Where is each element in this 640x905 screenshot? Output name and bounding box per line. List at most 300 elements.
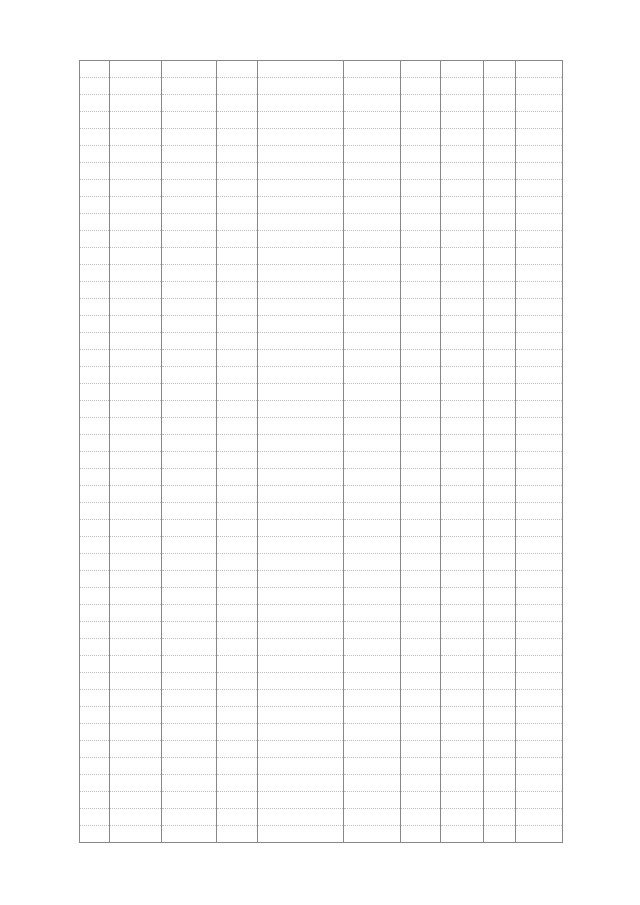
cadastral-number-cell [110, 520, 162, 537]
table-row [80, 554, 563, 571]
table-row [80, 775, 563, 792]
land-category-cell [258, 639, 344, 656]
land-category-cell [258, 401, 344, 418]
rate-cell [484, 350, 516, 367]
address-cell [217, 554, 258, 571]
empty-cell [441, 554, 484, 571]
rate-cell [484, 435, 516, 452]
empty-cell [441, 571, 484, 588]
row-number-cell [80, 537, 110, 554]
table-row [80, 741, 563, 758]
empty-cell [441, 792, 484, 809]
empty-cell [162, 146, 217, 163]
address-cell [217, 775, 258, 792]
address-cell [217, 129, 258, 146]
area-cell [401, 214, 441, 231]
rate-cell [484, 367, 516, 384]
table-row [80, 180, 563, 197]
cadastral-number-cell [110, 741, 162, 758]
rate-cell [484, 163, 516, 180]
empty-cell [162, 639, 217, 656]
area-cell [401, 622, 441, 639]
area-cell [401, 758, 441, 775]
address-cell [217, 707, 258, 724]
address-cell [217, 741, 258, 758]
empty-cell [441, 163, 484, 180]
area-cell [401, 231, 441, 248]
empty-cell [162, 333, 217, 350]
rate-cell [484, 537, 516, 554]
area-cell [401, 741, 441, 758]
empty-cell [441, 333, 484, 350]
rate-cell [484, 418, 516, 435]
row-number-cell [80, 741, 110, 758]
cadastral-number-cell [110, 724, 162, 741]
address-cell [217, 588, 258, 605]
empty-cell [441, 656, 484, 673]
rate-cell [484, 384, 516, 401]
address-cell [217, 299, 258, 316]
empty-cell [162, 367, 217, 384]
area-cell [401, 503, 441, 520]
use-type-cell [344, 401, 401, 418]
table-row [80, 826, 563, 843]
empty-cell [162, 265, 217, 282]
land-category-cell [258, 163, 344, 180]
rate-cell [484, 299, 516, 316]
cadastral-number-cell [110, 707, 162, 724]
address-cell [217, 265, 258, 282]
amount-cell [516, 741, 563, 758]
land-category-cell [258, 690, 344, 707]
rate-cell [484, 571, 516, 588]
row-number-cell [80, 673, 110, 690]
cadastral-number-cell [110, 486, 162, 503]
rate-cell [484, 639, 516, 656]
table-row [80, 367, 563, 384]
cadastral-number-cell [110, 690, 162, 707]
use-type-cell [344, 214, 401, 231]
use-type-cell [344, 537, 401, 554]
empty-cell [441, 367, 484, 384]
empty-cell [162, 724, 217, 741]
area-cell [401, 95, 441, 112]
empty-cell [441, 537, 484, 554]
table-row [80, 384, 563, 401]
cadastral-number-cell [110, 197, 162, 214]
use-type-cell [344, 758, 401, 775]
empty-cell [441, 418, 484, 435]
amount-cell [516, 809, 563, 826]
table-row [80, 435, 563, 452]
empty-cell [441, 486, 484, 503]
cadastral-number-cell [110, 758, 162, 775]
empty-cell [441, 588, 484, 605]
use-type-cell [344, 95, 401, 112]
empty-cell [162, 248, 217, 265]
amount-cell [516, 758, 563, 775]
use-type-cell [344, 180, 401, 197]
address-cell [217, 214, 258, 231]
cadastral-number-cell [110, 248, 162, 265]
rate-cell [484, 622, 516, 639]
rate-cell [484, 486, 516, 503]
land-category-cell [258, 452, 344, 469]
empty-cell [162, 435, 217, 452]
row-number-cell [80, 571, 110, 588]
row-number-cell [80, 809, 110, 826]
land-category-cell [258, 367, 344, 384]
area-cell [401, 452, 441, 469]
address-cell [217, 809, 258, 826]
amount-cell [516, 129, 563, 146]
empty-cell [162, 758, 217, 775]
area-cell [401, 180, 441, 197]
empty-cell [441, 809, 484, 826]
address-cell [217, 282, 258, 299]
area-cell [401, 333, 441, 350]
empty-cell [441, 826, 484, 843]
row-number-cell [80, 503, 110, 520]
table-row [80, 452, 563, 469]
cadastral-number-cell [110, 214, 162, 231]
address-cell [217, 826, 258, 843]
area-cell [401, 605, 441, 622]
rate-cell [484, 95, 516, 112]
land-category-cell [258, 333, 344, 350]
empty-cell [441, 265, 484, 282]
use-type-cell [344, 418, 401, 435]
table-row [80, 197, 563, 214]
empty-cell [441, 299, 484, 316]
use-type-cell [344, 129, 401, 146]
empty-cell [441, 503, 484, 520]
table-row [80, 350, 563, 367]
area-cell [401, 418, 441, 435]
amount-cell [516, 486, 563, 503]
address-cell [217, 724, 258, 741]
area-cell [401, 554, 441, 571]
address-cell [217, 503, 258, 520]
use-type-cell [344, 690, 401, 707]
amount-cell [516, 248, 563, 265]
cadastral-number-cell [110, 333, 162, 350]
area-cell [401, 537, 441, 554]
cadastral-number-cell [110, 265, 162, 282]
amount-cell [516, 724, 563, 741]
rate-cell [484, 673, 516, 690]
land-category-cell [258, 656, 344, 673]
row-number-cell [80, 214, 110, 231]
address-cell [217, 758, 258, 775]
row-number-cell [80, 146, 110, 163]
address-cell [217, 486, 258, 503]
land-category-cell [258, 622, 344, 639]
land-category-cell [258, 282, 344, 299]
rate-cell [484, 231, 516, 248]
address-cell [217, 163, 258, 180]
rate-cell [484, 401, 516, 418]
row-number-cell [80, 469, 110, 486]
row-number-cell [80, 316, 110, 333]
area-cell [401, 163, 441, 180]
row-number-cell [80, 282, 110, 299]
table-row [80, 486, 563, 503]
rate-cell [484, 316, 516, 333]
land-category-cell [258, 214, 344, 231]
amount-cell [516, 214, 563, 231]
area-cell [401, 639, 441, 656]
address-cell [217, 435, 258, 452]
rate-cell [484, 758, 516, 775]
empty-cell [162, 61, 217, 78]
amount-cell [516, 503, 563, 520]
empty-cell [162, 571, 217, 588]
use-type-cell [344, 605, 401, 622]
amount-cell [516, 588, 563, 605]
area-cell [401, 401, 441, 418]
empty-cell [162, 690, 217, 707]
table-row [80, 571, 563, 588]
empty-cell [162, 809, 217, 826]
table-row [80, 469, 563, 486]
row-number-cell [80, 401, 110, 418]
rate-cell [484, 503, 516, 520]
cadastral-number-cell [110, 129, 162, 146]
cadastral-number-cell [110, 503, 162, 520]
address-cell [217, 95, 258, 112]
address-cell [217, 520, 258, 537]
rate-cell [484, 180, 516, 197]
use-type-cell [344, 231, 401, 248]
table-row [80, 78, 563, 95]
amount-cell [516, 401, 563, 418]
amount-cell [516, 333, 563, 350]
table-row [80, 299, 563, 316]
empty-cell [441, 197, 484, 214]
land-category-cell [258, 248, 344, 265]
land-category-cell [258, 571, 344, 588]
row-number-cell [80, 707, 110, 724]
amount-cell [516, 384, 563, 401]
cadastral-number-cell [110, 554, 162, 571]
land-category-cell [258, 418, 344, 435]
table-row [80, 809, 563, 826]
empty-cell [441, 282, 484, 299]
empty-cell [162, 214, 217, 231]
rate-cell [484, 452, 516, 469]
empty-cell [441, 741, 484, 758]
empty-cell [441, 129, 484, 146]
area-cell [401, 520, 441, 537]
empty-cell [162, 384, 217, 401]
address-cell [217, 61, 258, 78]
table-row [80, 673, 563, 690]
use-type-cell [344, 724, 401, 741]
area-cell [401, 248, 441, 265]
use-type-cell [344, 384, 401, 401]
row-number-cell [80, 418, 110, 435]
area-cell [401, 571, 441, 588]
cadastral-number-cell [110, 469, 162, 486]
table-row [80, 333, 563, 350]
area-cell [401, 384, 441, 401]
land-category-cell [258, 673, 344, 690]
land-category-cell [258, 775, 344, 792]
empty-cell [441, 775, 484, 792]
empty-cell [441, 469, 484, 486]
empty-cell [441, 61, 484, 78]
amount-cell [516, 690, 563, 707]
row-number-cell [80, 129, 110, 146]
empty-cell [162, 792, 217, 809]
amount-cell [516, 299, 563, 316]
amount-cell [516, 197, 563, 214]
empty-cell [162, 180, 217, 197]
empty-cell [162, 163, 217, 180]
rate-cell [484, 707, 516, 724]
row-number-cell [80, 486, 110, 503]
address-cell [217, 316, 258, 333]
area-cell [401, 656, 441, 673]
empty-cell [162, 656, 217, 673]
table-row [80, 503, 563, 520]
empty-cell [162, 622, 217, 639]
use-type-cell [344, 435, 401, 452]
empty-cell [441, 350, 484, 367]
area-cell [401, 129, 441, 146]
table-row [80, 792, 563, 809]
land-category-cell [258, 792, 344, 809]
empty-cell [441, 95, 484, 112]
row-number-cell [80, 299, 110, 316]
rate-cell [484, 605, 516, 622]
use-type-cell [344, 826, 401, 843]
amount-cell [516, 78, 563, 95]
area-cell [401, 588, 441, 605]
land-category-cell [258, 231, 344, 248]
row-number-cell [80, 367, 110, 384]
rate-cell [484, 61, 516, 78]
row-number-cell [80, 61, 110, 78]
row-number-cell [80, 656, 110, 673]
empty-cell [162, 197, 217, 214]
area-cell [401, 350, 441, 367]
empty-cell [441, 520, 484, 537]
empty-cell [441, 452, 484, 469]
amount-cell [516, 316, 563, 333]
empty-cell [162, 316, 217, 333]
area-cell [401, 316, 441, 333]
cadastral-number-cell [110, 95, 162, 112]
use-type-cell [344, 792, 401, 809]
land-category-cell [258, 316, 344, 333]
empty-cell [162, 112, 217, 129]
use-type-cell [344, 265, 401, 282]
empty-cell [162, 503, 217, 520]
cadastral-number-cell [110, 605, 162, 622]
area-cell [401, 367, 441, 384]
cadastral-number-cell [110, 588, 162, 605]
table-row [80, 129, 563, 146]
amount-cell [516, 707, 563, 724]
address-cell [217, 639, 258, 656]
land-category-cell [258, 265, 344, 282]
land-category-cell [258, 384, 344, 401]
empty-cell [441, 231, 484, 248]
cadastral-number-cell [110, 435, 162, 452]
rate-cell [484, 248, 516, 265]
empty-cell [162, 537, 217, 554]
empty-cell [162, 282, 217, 299]
empty-cell [441, 435, 484, 452]
cadastral-number-cell [110, 809, 162, 826]
land-category-cell [258, 486, 344, 503]
cadastral-number-cell [110, 673, 162, 690]
land-category-cell [258, 350, 344, 367]
amount-cell [516, 146, 563, 163]
empty-cell [162, 452, 217, 469]
table-row [80, 724, 563, 741]
empty-cell [441, 214, 484, 231]
cadastral-number-cell [110, 350, 162, 367]
use-type-cell [344, 503, 401, 520]
address-cell [217, 350, 258, 367]
amount-cell [516, 673, 563, 690]
empty-cell [162, 520, 217, 537]
use-type-cell [344, 775, 401, 792]
address-cell [217, 367, 258, 384]
row-number-cell [80, 690, 110, 707]
table-row [80, 758, 563, 775]
address-cell [217, 605, 258, 622]
use-type-cell [344, 299, 401, 316]
address-cell [217, 537, 258, 554]
rate-cell [484, 469, 516, 486]
rate-cell [484, 129, 516, 146]
use-type-cell [344, 656, 401, 673]
amount-cell [516, 418, 563, 435]
address-cell [217, 78, 258, 95]
cadastral-number-cell [110, 384, 162, 401]
amount-cell [516, 775, 563, 792]
empty-cell [162, 775, 217, 792]
rate-cell [484, 724, 516, 741]
address-cell [217, 452, 258, 469]
amount-cell [516, 469, 563, 486]
row-number-cell [80, 826, 110, 843]
cadastral-number-cell [110, 367, 162, 384]
address-cell [217, 690, 258, 707]
empty-cell [441, 180, 484, 197]
table-body [80, 61, 563, 843]
rate-cell [484, 146, 516, 163]
land-category-cell [258, 520, 344, 537]
use-type-cell [344, 78, 401, 95]
rate-cell [484, 554, 516, 571]
row-number-cell [80, 792, 110, 809]
amount-cell [516, 231, 563, 248]
amount-cell [516, 163, 563, 180]
amount-cell [516, 826, 563, 843]
table-row [80, 282, 563, 299]
empty-cell [441, 248, 484, 265]
address-cell [217, 792, 258, 809]
row-number-cell [80, 265, 110, 282]
rate-cell [484, 197, 516, 214]
use-type-cell [344, 316, 401, 333]
area-cell [401, 299, 441, 316]
